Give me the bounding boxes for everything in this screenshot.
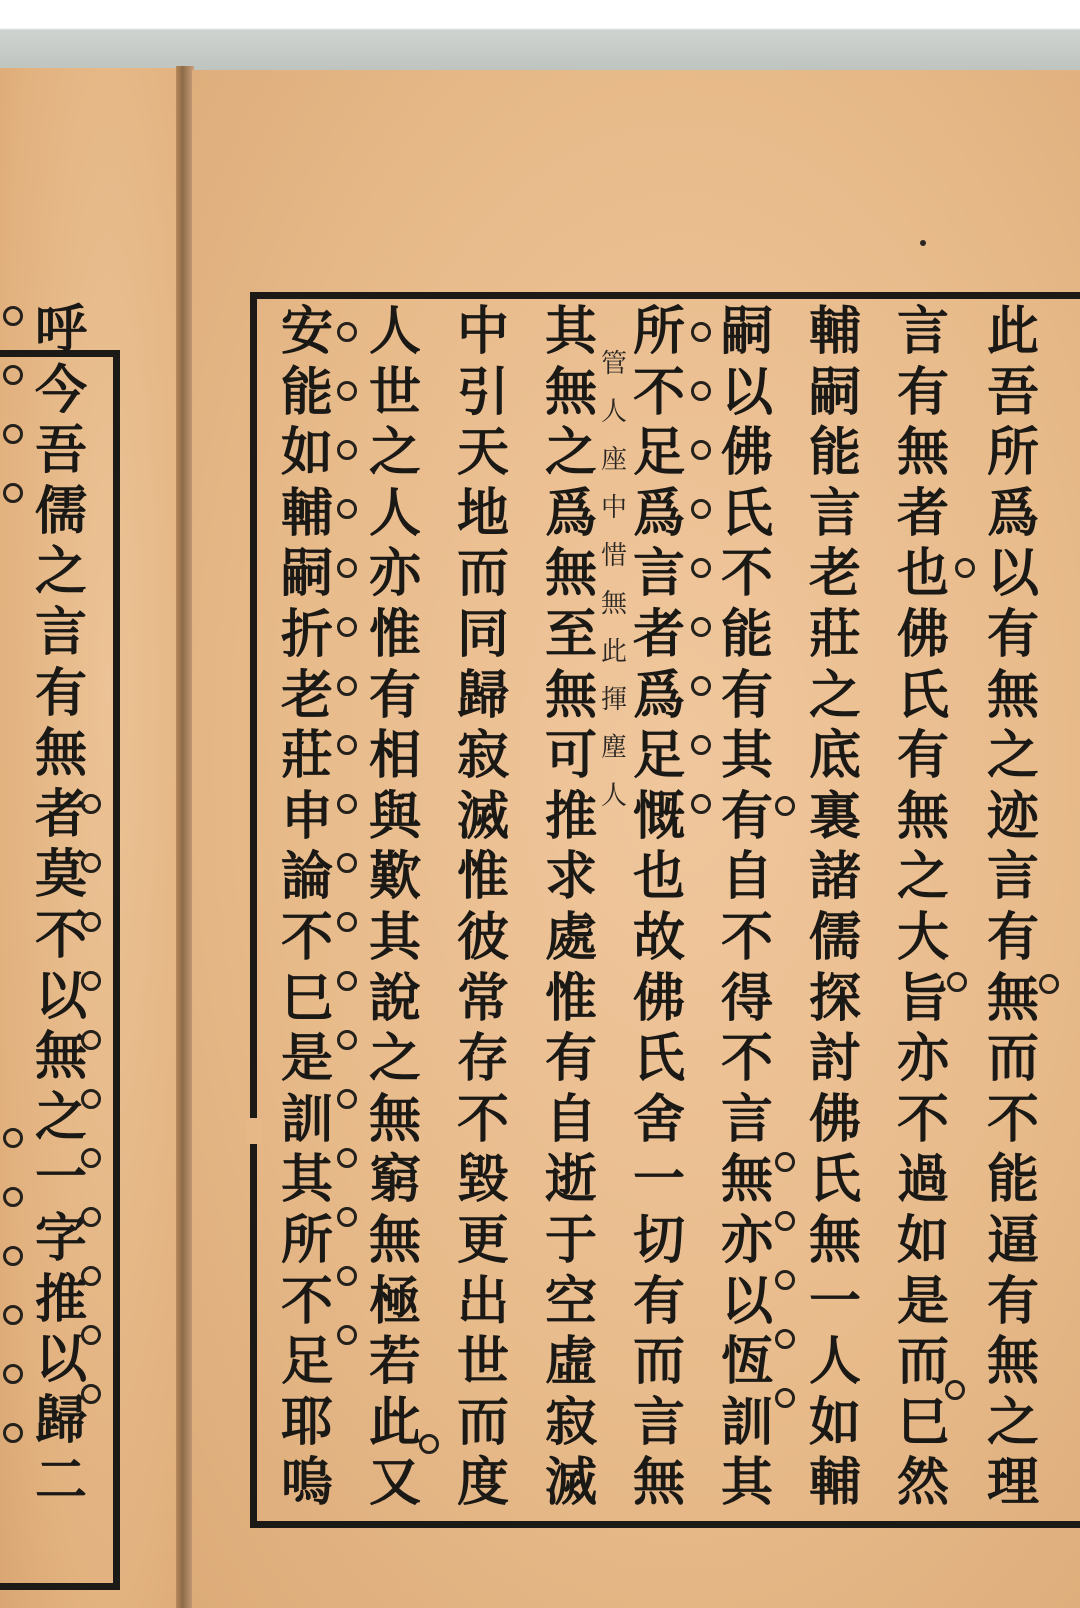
character: 有 (896, 361, 949, 423)
character: 亦 (368, 543, 421, 605)
character: 能 (280, 361, 333, 423)
character: 言 (720, 1088, 773, 1150)
punctuation-circles-left-a (0, 306, 26, 542)
character: 世 (368, 361, 421, 423)
character: 引 (456, 361, 509, 423)
character: 無 (368, 1088, 421, 1150)
character: 有 (34, 662, 87, 724)
character: 以 (720, 1270, 773, 1332)
character: 無 (34, 723, 87, 785)
character: 足 (632, 422, 685, 484)
character: 過 (896, 1149, 949, 1211)
character: 有 (544, 1028, 597, 1090)
character: 自 (544, 1088, 597, 1150)
character: 言 (632, 1391, 685, 1453)
character: 訓 (280, 1088, 333, 1150)
character: 裏 (808, 785, 861, 847)
character: 無 (544, 664, 597, 726)
text-column-2 (880, 302, 966, 1520)
character: 世 (456, 1331, 509, 1393)
character: 能 (808, 422, 861, 484)
character: 佛 (896, 603, 949, 665)
character: 存 (456, 1028, 509, 1090)
character: 爲 (632, 482, 685, 544)
character: 滅 (544, 1452, 597, 1514)
character: 與 (368, 785, 421, 847)
character: 人 (600, 781, 627, 811)
character: 恆 (720, 1331, 773, 1393)
character: 探 (808, 967, 861, 1029)
character: 輔 (808, 301, 861, 362)
character: 者 (896, 482, 949, 544)
text-column-8 (352, 302, 438, 1520)
character: 之 (34, 541, 87, 603)
punctuation-circles-left-b (0, 1128, 26, 1482)
character: 嗣 (808, 361, 861, 423)
character: 得 (720, 967, 773, 1029)
character: 此 (600, 637, 627, 667)
character: 氏 (632, 1028, 685, 1090)
character: 有 (632, 1270, 685, 1332)
character: 無 (368, 1209, 421, 1271)
character: 虛 (544, 1331, 597, 1393)
character: 耶 (280, 1391, 333, 1453)
punctuation-circles-col8 (334, 322, 360, 1384)
character: 所 (986, 422, 1039, 484)
interlinear-annotation (594, 340, 634, 820)
character: 底 (808, 725, 861, 787)
punctuation-circle-col2b (942, 1380, 968, 1439)
character: 其 (280, 1149, 333, 1211)
character: 逼 (986, 1209, 1039, 1271)
character: 常 (456, 967, 509, 1029)
character: 是 (280, 1028, 333, 1090)
character: 人 (368, 482, 421, 544)
text-column-7 (440, 302, 526, 1520)
character: 討 (808, 1028, 861, 1090)
character: 巳 (896, 1391, 949, 1453)
character: 輔 (280, 482, 333, 544)
character: 諸 (808, 846, 861, 908)
character: 言 (896, 301, 949, 362)
character: 其 (720, 1452, 773, 1514)
character: 空 (544, 1270, 597, 1332)
character: 無 (986, 1331, 1039, 1393)
character: 亦 (896, 1028, 949, 1090)
character: 彼 (456, 906, 509, 968)
character: 無 (544, 543, 597, 605)
character: 有 (986, 906, 1039, 968)
character: 自 (720, 846, 773, 908)
character: 窮 (368, 1149, 421, 1211)
character: 惟 (544, 967, 597, 1029)
character: 佛 (632, 967, 685, 1029)
character: 一 (632, 1149, 685, 1211)
character: 惜 (600, 541, 627, 571)
character: 無 (632, 1452, 685, 1514)
character: 二 (34, 1450, 87, 1512)
character: 所 (280, 1209, 333, 1271)
character: 不 (986, 1088, 1039, 1150)
character: 以 (720, 361, 773, 423)
character: 佛 (720, 422, 773, 484)
character: 如 (808, 1391, 861, 1453)
character: 切 (632, 1209, 685, 1271)
character: 毀 (456, 1149, 509, 1211)
character: 可 (544, 725, 597, 787)
character: 之 (808, 664, 861, 726)
punctuation-circle-col3 (772, 796, 798, 855)
character: 求 (544, 846, 597, 908)
character: 老 (280, 664, 333, 726)
character: 中 (456, 301, 509, 362)
character: 無 (986, 664, 1039, 726)
character: 老 (808, 543, 861, 605)
character: 舍 (632, 1088, 685, 1150)
ink-spot (920, 240, 926, 246)
text-column-1 (970, 302, 1056, 1520)
character: 如 (896, 1209, 949, 1271)
character: 不 (280, 1270, 333, 1332)
character: 嗚 (280, 1452, 333, 1514)
character: 此 (986, 301, 1039, 362)
character: 訓 (720, 1391, 773, 1453)
character: 言 (632, 543, 685, 605)
character: 無 (896, 422, 949, 484)
character: 以 (34, 965, 87, 1027)
character: 之 (368, 422, 421, 484)
character: 不 (720, 543, 773, 605)
character: 能 (986, 1149, 1039, 1211)
character: 折 (280, 603, 333, 665)
character: 不 (632, 361, 685, 423)
character: 不 (34, 904, 87, 966)
character: 輔 (808, 1452, 861, 1514)
character: 而 (632, 1331, 685, 1393)
character: 塵 (600, 733, 627, 763)
character: 足 (632, 725, 685, 787)
character: 無 (600, 589, 627, 619)
character: 所 (632, 301, 685, 362)
character: 有 (368, 664, 421, 726)
character: 能 (720, 603, 773, 665)
character: 歸 (456, 664, 509, 726)
character: 人 (600, 397, 627, 427)
character: 吾 (34, 420, 87, 482)
character: 不 (720, 906, 773, 968)
character: 之 (896, 846, 949, 908)
character: 足 (280, 1331, 333, 1393)
character: 不 (896, 1088, 949, 1150)
character: 吾 (986, 361, 1039, 423)
punctuation-circle-col1 (952, 558, 978, 617)
character: 也 (896, 543, 949, 605)
character: 嗣 (280, 543, 333, 605)
character: 有 (720, 664, 773, 726)
punctuation-circle-col9 (416, 1434, 442, 1493)
character: 巳 (280, 967, 333, 1029)
character: 之 (544, 422, 597, 484)
character: 惟 (456, 846, 509, 908)
character: 莊 (280, 725, 333, 787)
character: 者 (632, 603, 685, 665)
character: 推 (544, 785, 597, 847)
character: 惟 (368, 603, 421, 665)
character: 于 (544, 1209, 597, 1271)
character: 儒 (34, 480, 87, 542)
character: 相 (368, 725, 421, 787)
character: 氏 (896, 664, 949, 726)
character: 以 (986, 543, 1039, 605)
character: 言 (34, 601, 87, 663)
character: 爲 (632, 664, 685, 726)
character: 以 (34, 1329, 87, 1391)
character: 說 (368, 967, 421, 1029)
character: 故 (632, 906, 685, 968)
character: 地 (456, 482, 509, 544)
character: 嗣 (720, 301, 773, 362)
character: 儒 (808, 906, 861, 968)
character: 呼 (34, 299, 87, 360)
character: 而 (456, 543, 509, 605)
character: 至 (544, 603, 597, 665)
character: 如 (280, 422, 333, 484)
character: 度 (456, 1452, 509, 1514)
character: 極 (368, 1270, 421, 1332)
character: 寂 (544, 1391, 597, 1453)
character: 天 (456, 422, 509, 484)
character: 管 (600, 349, 627, 379)
character: 有 (986, 1270, 1039, 1332)
character: 氏 (720, 482, 773, 544)
character: 滅 (456, 785, 509, 847)
character: 之 (34, 1086, 87, 1148)
character: 更 (456, 1209, 509, 1271)
character: 揮 (600, 685, 627, 715)
character: 字 (34, 1207, 87, 1269)
character: 之 (986, 1391, 1039, 1453)
character: 寂 (456, 725, 509, 787)
character: 無 (720, 1149, 773, 1211)
character: 出 (456, 1270, 509, 1332)
character: 慨 (632, 785, 685, 847)
character: 無 (986, 967, 1039, 1029)
character: 同 (456, 603, 509, 665)
character: 無 (808, 1209, 861, 1271)
character: 有 (720, 785, 773, 847)
character: 人 (808, 1331, 861, 1393)
character: 其 (544, 301, 597, 362)
character: 一 (34, 1147, 87, 1209)
character: 申 (280, 785, 333, 847)
character: 若 (368, 1331, 421, 1393)
character: 言 (986, 846, 1039, 908)
character: 論 (280, 846, 333, 908)
character: 氏 (808, 1149, 861, 1211)
character: 有 (896, 725, 949, 787)
punctuation-circle-col2 (944, 972, 970, 1031)
character: 歸 (34, 1389, 87, 1451)
character: 不 (720, 1028, 773, 1090)
character: 言 (808, 482, 861, 544)
character: 爲 (544, 482, 597, 544)
character: 旨 (896, 967, 949, 1029)
background-strip (0, 0, 1080, 72)
character: 無 (544, 361, 597, 423)
character: 不 (456, 1088, 509, 1150)
character: 又 (368, 1452, 421, 1514)
character: 理 (986, 1452, 1039, 1514)
character: 者 (34, 783, 87, 845)
character: 是 (896, 1270, 949, 1332)
character: 莊 (808, 603, 861, 665)
punctuation-circles-col4 (772, 1152, 798, 1447)
character: 爲 (986, 482, 1039, 544)
character: 處 (544, 906, 597, 968)
character: 今 (34, 359, 87, 421)
text-column-3 (792, 302, 878, 1520)
character: 安 (280, 301, 333, 362)
character: 無 (896, 785, 949, 847)
border-break (246, 1118, 262, 1144)
character: 此 (368, 1391, 421, 1453)
character: 然 (896, 1452, 949, 1514)
punctuation-circles-col5 (688, 322, 714, 853)
character: 也 (632, 846, 685, 908)
character: 推 (34, 1268, 87, 1330)
character: 亦 (720, 1209, 773, 1271)
character: 之 (986, 725, 1039, 787)
character: 逝 (544, 1149, 597, 1211)
punctuation-circle-col1b (1036, 974, 1062, 1033)
character: 一 (808, 1270, 861, 1332)
character: 有 (986, 603, 1039, 665)
character: 莫 (34, 844, 87, 906)
left-page (0, 68, 180, 1608)
character: 迹 (986, 785, 1039, 847)
character: 其 (720, 725, 773, 787)
punctuation-circles-left-c (78, 794, 104, 1443)
character: 而 (456, 1391, 509, 1453)
character: 歎 (368, 846, 421, 908)
character: 而 (986, 1028, 1039, 1090)
character: 不 (280, 906, 333, 968)
character: 佛 (808, 1088, 861, 1150)
character: 其 (368, 906, 421, 968)
character: 中 (600, 493, 627, 523)
character: 之 (368, 1028, 421, 1090)
character: 大 (896, 906, 949, 968)
character: 無 (34, 1026, 87, 1088)
character: 座 (600, 445, 627, 475)
character: 人 (368, 301, 421, 362)
character: 而 (896, 1331, 949, 1393)
